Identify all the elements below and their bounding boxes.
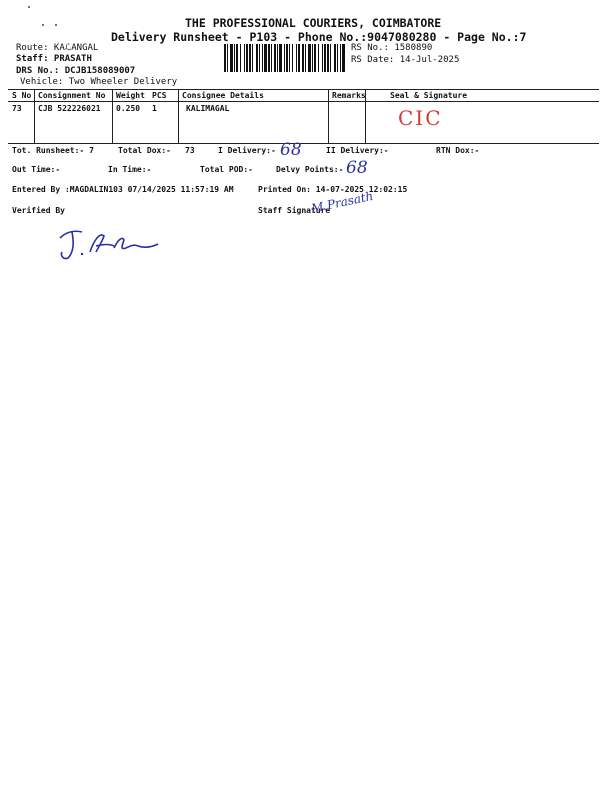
rs-date: RS Date: 14-Jul-2025: [351, 55, 460, 65]
col-header-seal: Seal & Signature: [390, 91, 468, 100]
total-dox-label: Total Dox:-: [118, 146, 171, 155]
delvy-points-handwriting: 68: [346, 158, 368, 178]
scan-speck: [55, 24, 57, 26]
cell-weight: 0.250: [116, 104, 141, 113]
col-header-remarks: Remarks: [332, 91, 366, 100]
staff-signature-label: Staff Signature: [258, 206, 331, 215]
cell-consignee: KALIMAGAL: [186, 104, 230, 113]
col-header-sno: S No: [12, 91, 32, 100]
total-pod-label: Total POD:-: [200, 165, 253, 174]
out-time-label: Out Time:-: [12, 165, 61, 174]
col-header-pcs: PCS: [152, 91, 167, 100]
company-title: THE PROFESSIONAL COURIERS, COIMBATORE: [185, 16, 442, 30]
rs-number: RS No.: 1580890: [351, 43, 433, 53]
i-delivery-label: I Delivery:-: [218, 146, 276, 155]
scan-speck: [42, 24, 44, 26]
verified-by-label: Verified By: [12, 206, 65, 215]
tot-runsheet: Tot. Runsheet:- 7: [12, 146, 94, 155]
rtn-dox-label: RTN Dox:-: [436, 146, 480, 155]
col-header-consignment: Consignment No: [38, 91, 106, 100]
printed-on: Printed On: 14-07-2025 12:02:15: [258, 185, 408, 194]
staff-signature-handwriting: M.Prasath: [310, 188, 375, 216]
verifier-signature: [52, 222, 164, 264]
vehicle-label: Vehicle: Two Wheeler Delivery: [20, 77, 178, 87]
total-dox-value: 73: [185, 146, 195, 155]
entered-by: Entered By :MAGDALIN103 07/14/2025 11:57:19 AM: [12, 185, 234, 194]
runsheet-subtitle: Delivery Runsheet - P103 - Phone No.:9047080280 - Page No.:7: [111, 30, 527, 44]
cell-sno: 73: [12, 104, 22, 113]
seal-handwriting: CIC: [398, 106, 443, 130]
drs-label: DRS No.: DCJB158089007: [16, 66, 136, 76]
staff-label: Staff: PRASATH: [16, 54, 92, 64]
delvy-points-label: Delvy Points:-: [276, 165, 344, 174]
col-header-weight: Weight: [116, 91, 145, 100]
barcode: [224, 44, 346, 72]
ii-delivery-label: II Delivery:-: [326, 146, 389, 155]
col-header-consignee: Consignee Details: [182, 91, 264, 100]
scan-speck: [28, 6, 30, 8]
cell-pcs: 1: [152, 104, 157, 113]
route-label: Route: KAℒANGAL: [16, 43, 99, 53]
in-time-label: In Time:-: [108, 165, 152, 174]
cell-consignment: CJB 522226021: [38, 104, 101, 113]
i-delivery-handwriting: 68: [280, 140, 302, 160]
